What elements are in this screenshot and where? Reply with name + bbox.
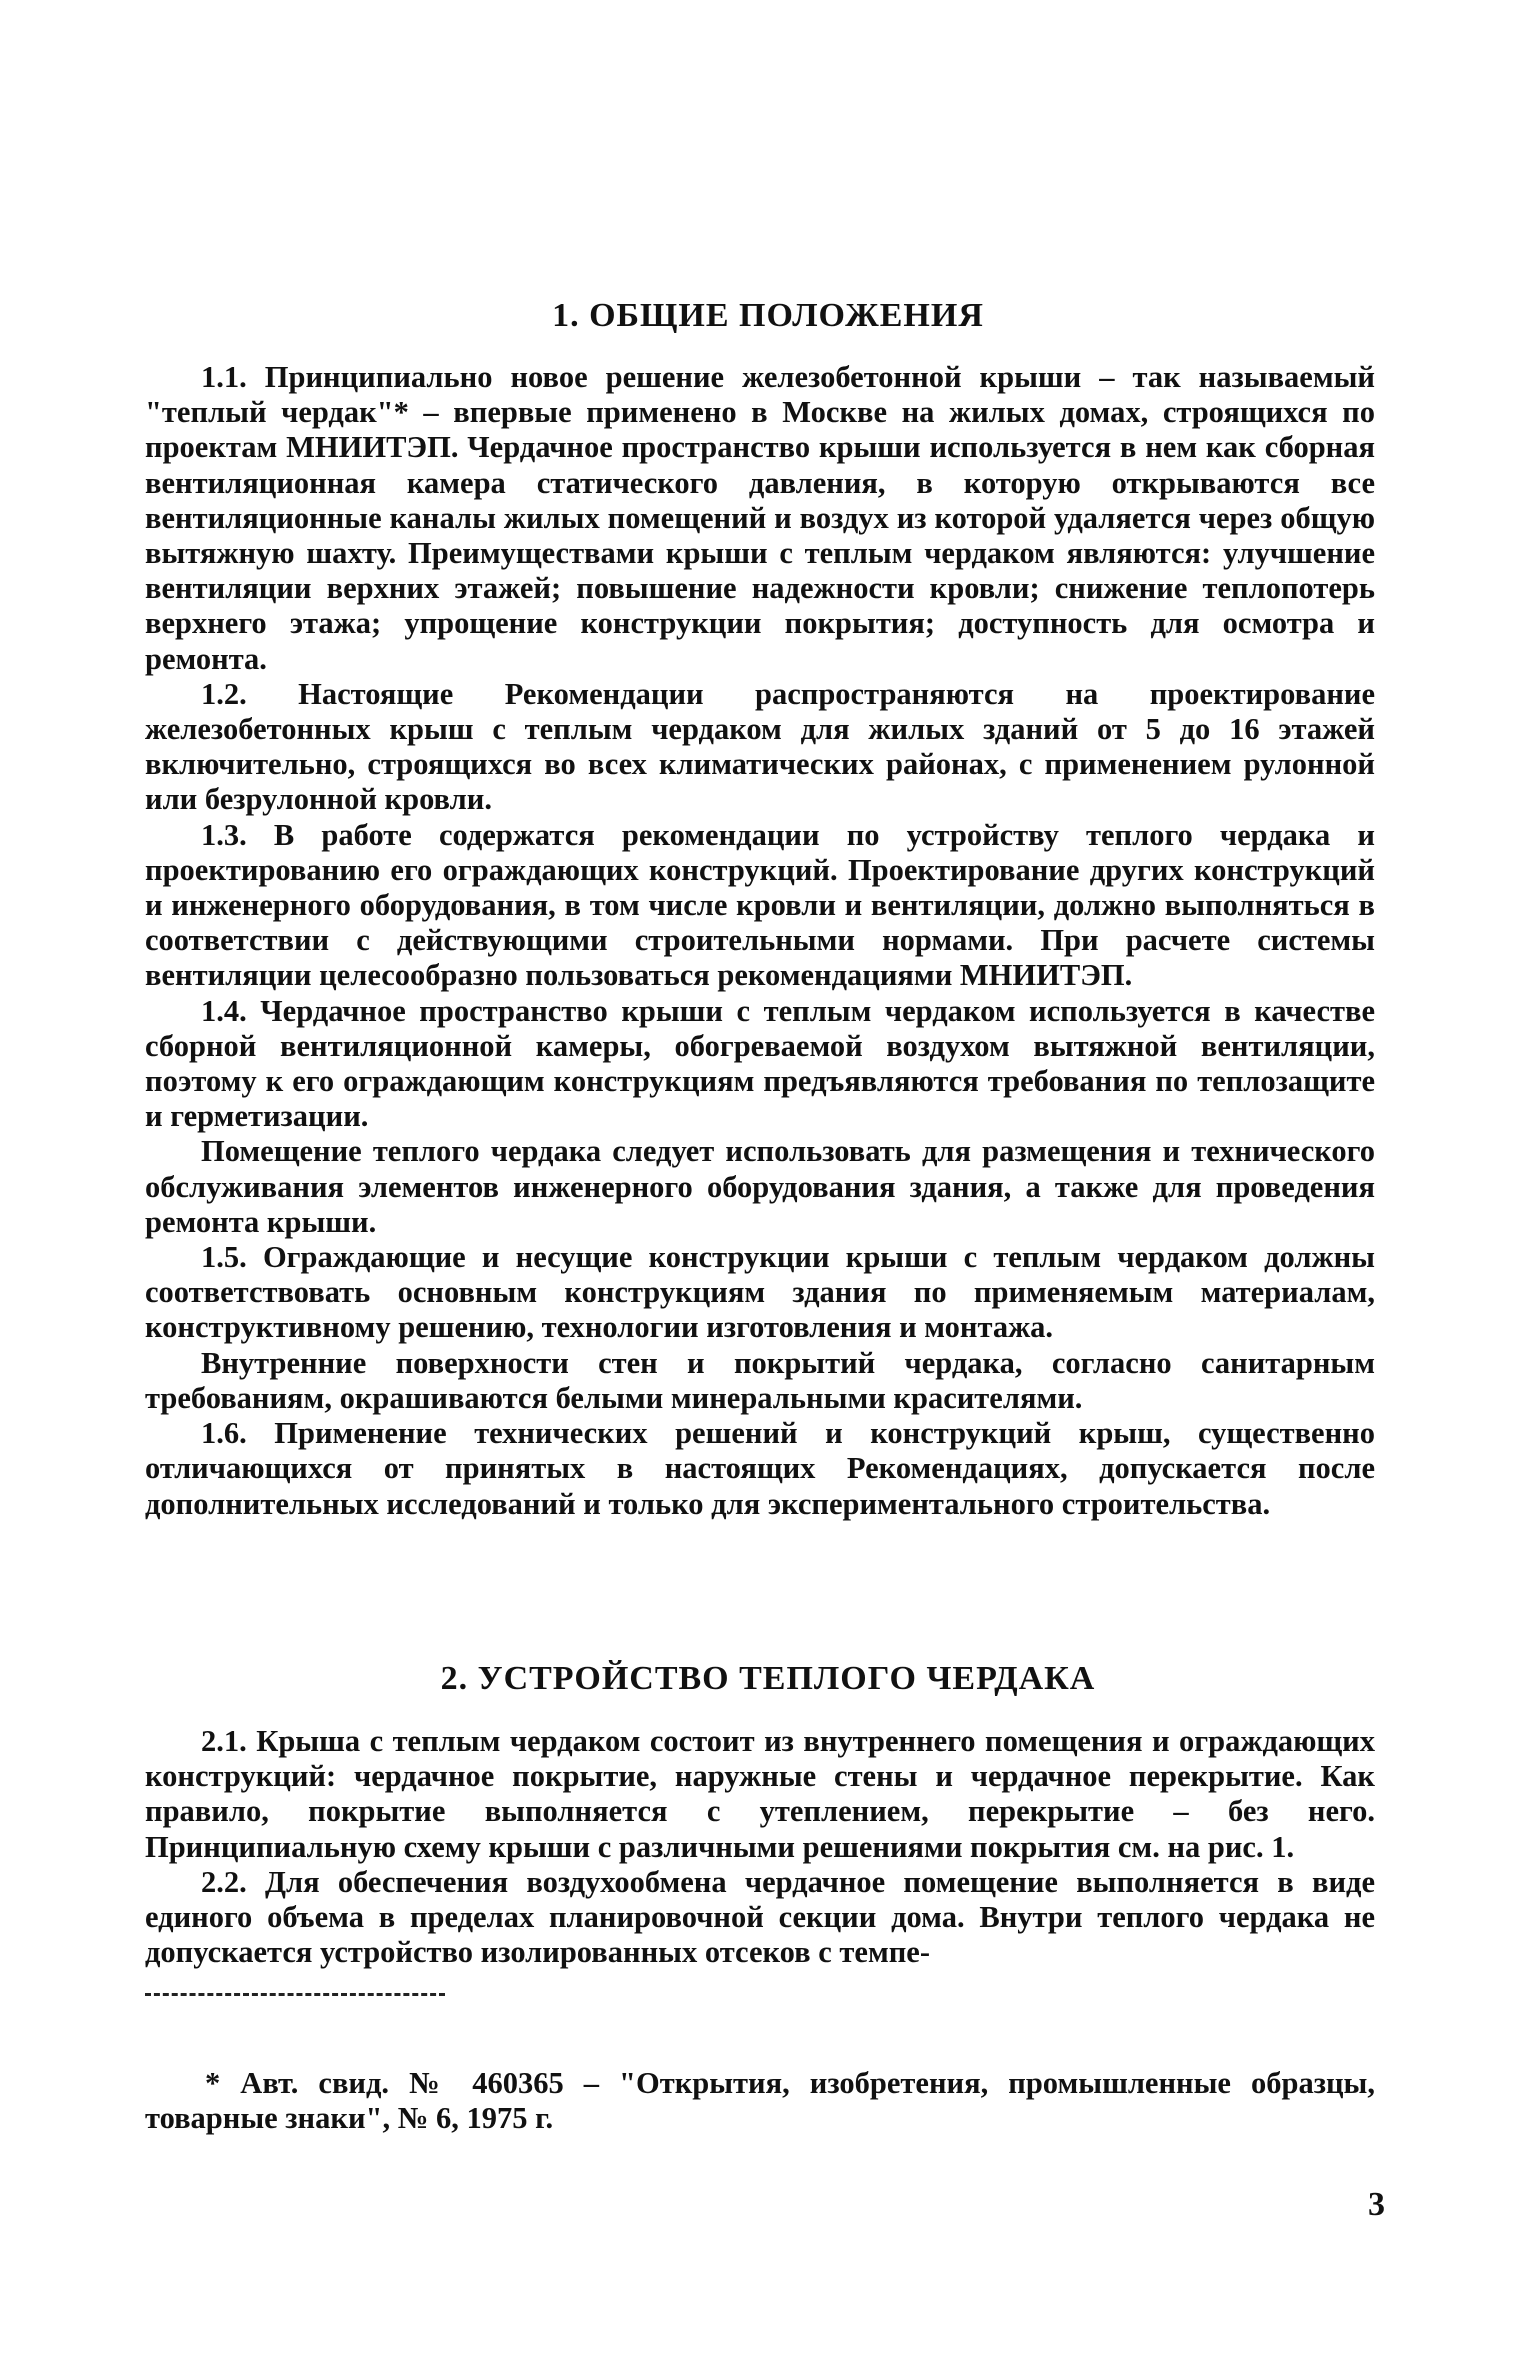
- paragraph-1-4-cont: Помещение теплого чердака следует использовать для размещения и технического обслуживания элементов инженерного оборудования здания, а также для проведения ремонта крыши.: [145, 1134, 1375, 1239]
- paragraph-1-2: 1.2. Настоящие Рекомендации распространяются на проектирование железобетонных крыш с теплым чердаком для жилых зданий от 5 до 16 этажей включительно, строящихся во всех климатических районах, с применением рулонной или безрулонной кровли.: [145, 676, 1375, 817]
- section-2-title: 2. УСТРОЙСТВО ТЕПЛОГО ЧЕРДАКА: [440, 1660, 1096, 1697]
- footnote: * Авт. свид. № 460365 – "Открытия, изобретения, промышленные образцы, товарные знаки", № 6, 1975 г.: [145, 2066, 1375, 2136]
- page-number: 3: [1368, 2186, 1385, 2223]
- paragraph-1-6: 1.6. Применение технических решений и конструкций крыш, существенно отличающихся от принятых в настоящих Рекомендациях, допускается после дополнительных исследований и только для экспериментального строительства.: [145, 1416, 1375, 1521]
- paragraph-2-2: 2.2. Для обеспечения воздухообмена чердачное помещение выполняется в виде единого объема в пределах планировочной секции дома. Внутри теплого чердака не допускается устройство изолированных отсеков с темпе-: [145, 1864, 1375, 1970]
- paragraph-1-3: 1.3. В работе содержатся рекомендации по устройству теплого чердака и проектированию его ограждающих конструкций. Проектирование других конструкций и инженерного оборудования, в том числе кровли и вентиляции, должно выполняться в соответствии с действующими строительными нормами. При расчете системы вентиляции целесообразно пользоваться рекомендациями МНИИТЭП.: [145, 817, 1375, 993]
- paragraph-1-4: 1.4. Чердачное пространство крыши с теплым чердаком используется в качестве сборной вентиляционной камеры, обогреваемой воздухом вытяжной вентиляции, поэтому к его ограждающим конструкциям предъявляются требования по теплозащите и герметизации.: [145, 993, 1375, 1134]
- paragraph-1-1: 1.1. Принципиально новое решение железобетонной крыши – так называемый "теплый чердак"* – впервые применено в Москве на жилых домах, строящихся по проектам МНИИТЭП. Чердачное пространство крыши используется в нем как сборная вентиляционная камера статического давления, в которую открываются все вентиляционные каналы жилых помещений и воздух из которой удаляется через общую вытяжную шахту. Преимуществами крыши с теплым чердаком являются: улучшение вентиляции верхних этажей; повышение надежности кровли; снижение теплопотерь верхнего этажа; упрощение конструкции покрытия; доступность для осмотра и ремонта.: [145, 360, 1375, 676]
- paragraph-2-1: 2.1. Крыша с теплым чердаком состоит из внутреннего помещения и ограждающих конструкций: чердачное покрытие, наружные стены и чердачное перекрытие. Как правило, покрытие выполняется с утеплением, перекрытие – без него. Принципиальную схему крыши с различными решениями покрытия см. на рис. 1.: [145, 1724, 1375, 1864]
- paragraph-1-5: 1.5. Ограждающие и несущие конструкции крыши с теплым чердаком должны соответствовать основным конструкциям здания по применяемым материалам, конструктивному решению, технологии изготовления и монтажа.: [145, 1240, 1375, 1345]
- section-2-body: [145, 1724, 1375, 1970]
- section-1-body: [145, 360, 1375, 1522]
- paragraph-1-5-cont: Внутренние поверхности стен и покрытий чердака, согласно санитарным требованиям, окрашиваются белыми минеральными красителями.: [145, 1345, 1375, 1415]
- section-1-title: 1. ОБЩИЕ ПОЛОЖЕНИЯ: [552, 297, 984, 334]
- footnote-separator: [145, 1993, 445, 1996]
